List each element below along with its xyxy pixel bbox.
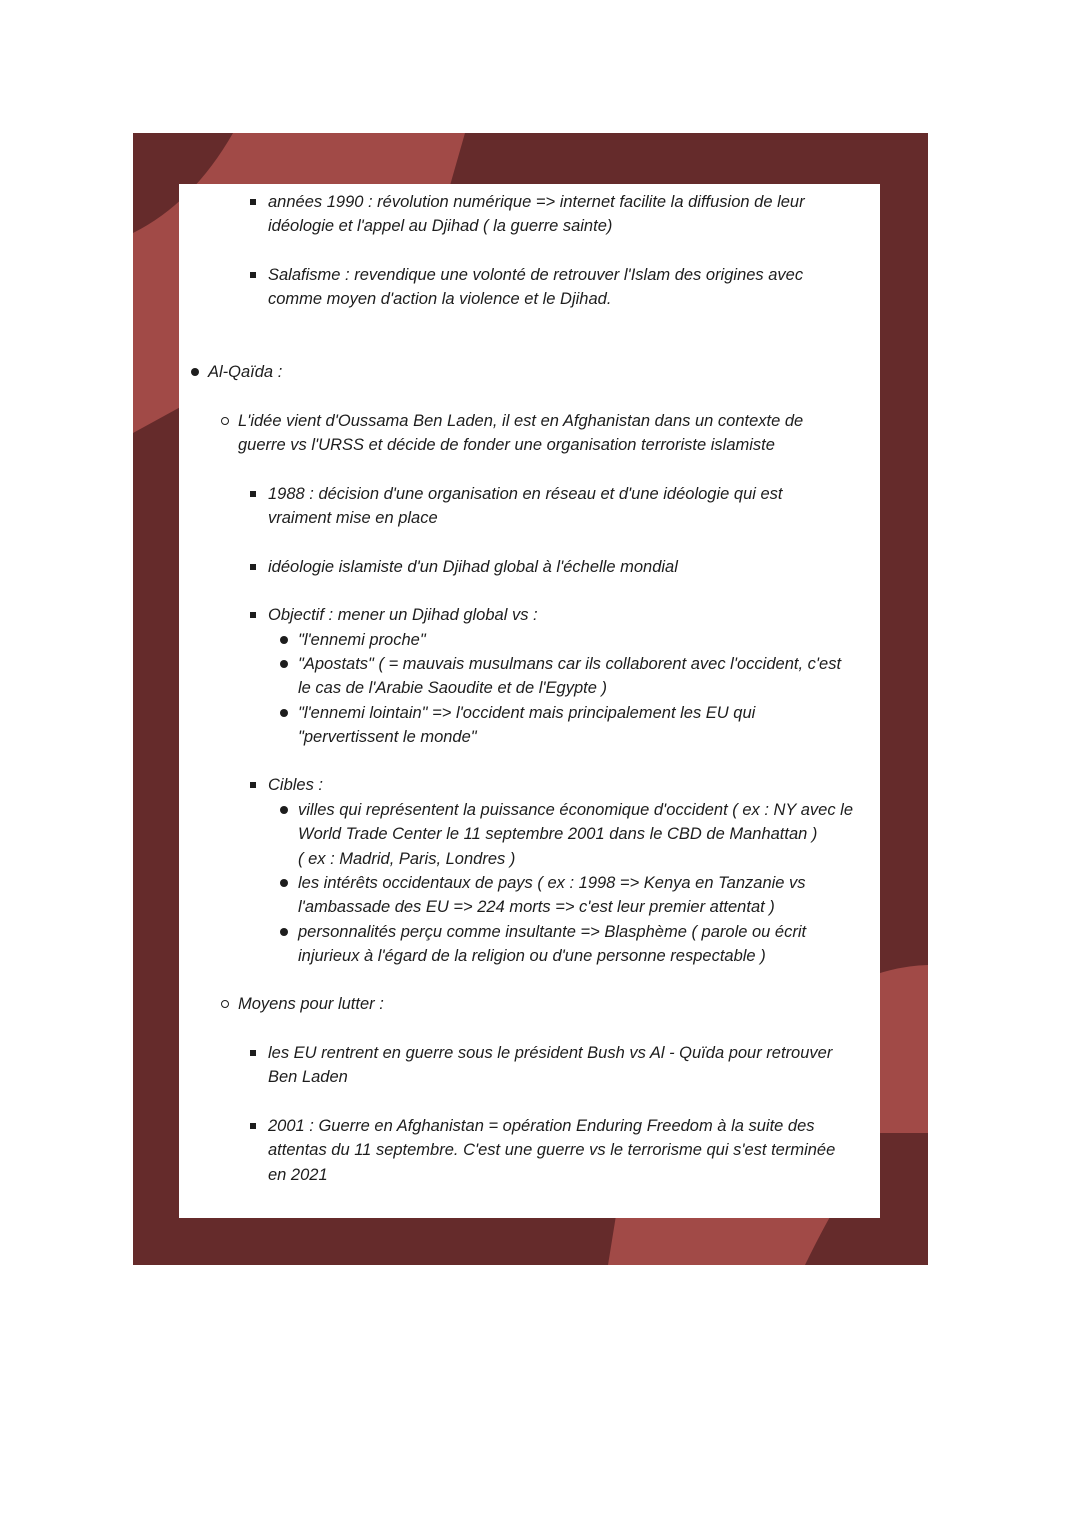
bullet-subdisc: [280, 636, 288, 644]
bullet-circle: [221, 417, 229, 425]
list-item-line: idéologie et l'appel au Djihad ( la guerre sainte): [268, 217, 613, 236]
bullet-square: [250, 272, 256, 278]
bullet-square: [250, 1050, 256, 1056]
list-item-line: les EU rentrent en guerre sous le président Bush vs Al - Quïda pour retrouver: [268, 1044, 833, 1062]
note-page: [179, 184, 880, 1218]
list-item-line: "l'ennemi lointain" => l'occident mais principalement les EU qui: [298, 704, 756, 722]
list-item-line: L'idée vient d'Oussama Ben Laden, il est en Afghanistan dans un contexte de: [238, 412, 804, 430]
list-item-line: Ben Laden: [268, 1068, 348, 1087]
list-item-line: les intérêts occidentaux de pays ( ex : 1998 => Kenya en Tanzanie vs: [298, 874, 806, 892]
list-item-line: Al-Qaïda :: [208, 363, 283, 381]
bullet-square: [250, 1123, 256, 1129]
bullet-subdisc: [280, 806, 288, 814]
bullet-subdisc: [280, 928, 288, 936]
bullet-square: [250, 491, 256, 497]
list-item-line: "pervertissent le monde": [298, 728, 477, 747]
bullet-square: [250, 612, 256, 618]
bullet-subdisc: [280, 709, 288, 717]
list-item-line: personnalités perçu comme insultante => Blasphème ( parole ou écrit: [298, 923, 807, 941]
list-item-line: Moyens pour lutter :: [238, 995, 384, 1013]
slide-frame: [133, 133, 928, 1265]
bullet-subdisc: [280, 660, 288, 668]
list-item-line: idéologie islamiste d'un Djihad global à l'échelle mondial: [268, 558, 678, 576]
bullet-subdisc: [280, 879, 288, 887]
list-item-line: années 1990 : révolution numérique => internet facilite la diffusion de leur: [268, 193, 805, 211]
list-item-line: "Apostats" ( = mauvais musulmans car ils collaborent avec l'occident, c'est: [298, 655, 842, 673]
list-item-line: vraiment mise en place: [268, 509, 438, 528]
list-item-line: attentas du 11 septembre. C'est une guerre vs le terrorisme qui s'est terminée: [268, 1141, 836, 1160]
list-item-line: 1988 : décision d'une organisation en réseau et d'une idéologie qui est: [268, 485, 783, 503]
list-item-line: comme moyen d'action la violence et le Djihad.: [268, 290, 612, 309]
bullet-square: [250, 782, 256, 788]
list-item-line: villes qui représentent la puissance économique d'occident ( ex : NY avec le: [298, 801, 853, 819]
list-item-line: Cibles :: [268, 776, 324, 794]
list-item-line: ( ex : Madrid, Paris, Londres ): [298, 849, 516, 868]
list-item-line: en 2021: [268, 1165, 328, 1184]
list-item-line: Salafisme : revendique une volonté de retrouver l'Islam des origines avec: [268, 266, 804, 284]
bullet-square: [250, 564, 256, 570]
list-item-line: le cas de l'Arabie Saoudite et de l'Egypte ): [298, 679, 607, 698]
list-item-line: l'ambassade des EU => 224 morts => c'est leur premier attentat ): [298, 898, 775, 917]
list-item-line: 2001 : Guerre en Afghanistan = opération Enduring Freedom à la suite des: [268, 1117, 815, 1135]
list-item-line: guerre vs l'URSS et décide de fonder une organisation terroriste islamiste: [238, 436, 775, 455]
list-item-line: injurieux à l'égard de la religion ou d'une personne respectable ): [298, 947, 766, 966]
list-item-line: Objectif : mener un Djihad global vs :: [268, 606, 538, 624]
bullet-circle: [221, 1000, 229, 1008]
bullet-square: [250, 199, 256, 205]
bullet-disc: [191, 368, 199, 376]
list-item-line: World Trade Center le 11 septembre 2001 dans le CBD de Manhattan ): [298, 825, 818, 844]
list-item-line: "l'ennemi proche": [298, 631, 426, 649]
